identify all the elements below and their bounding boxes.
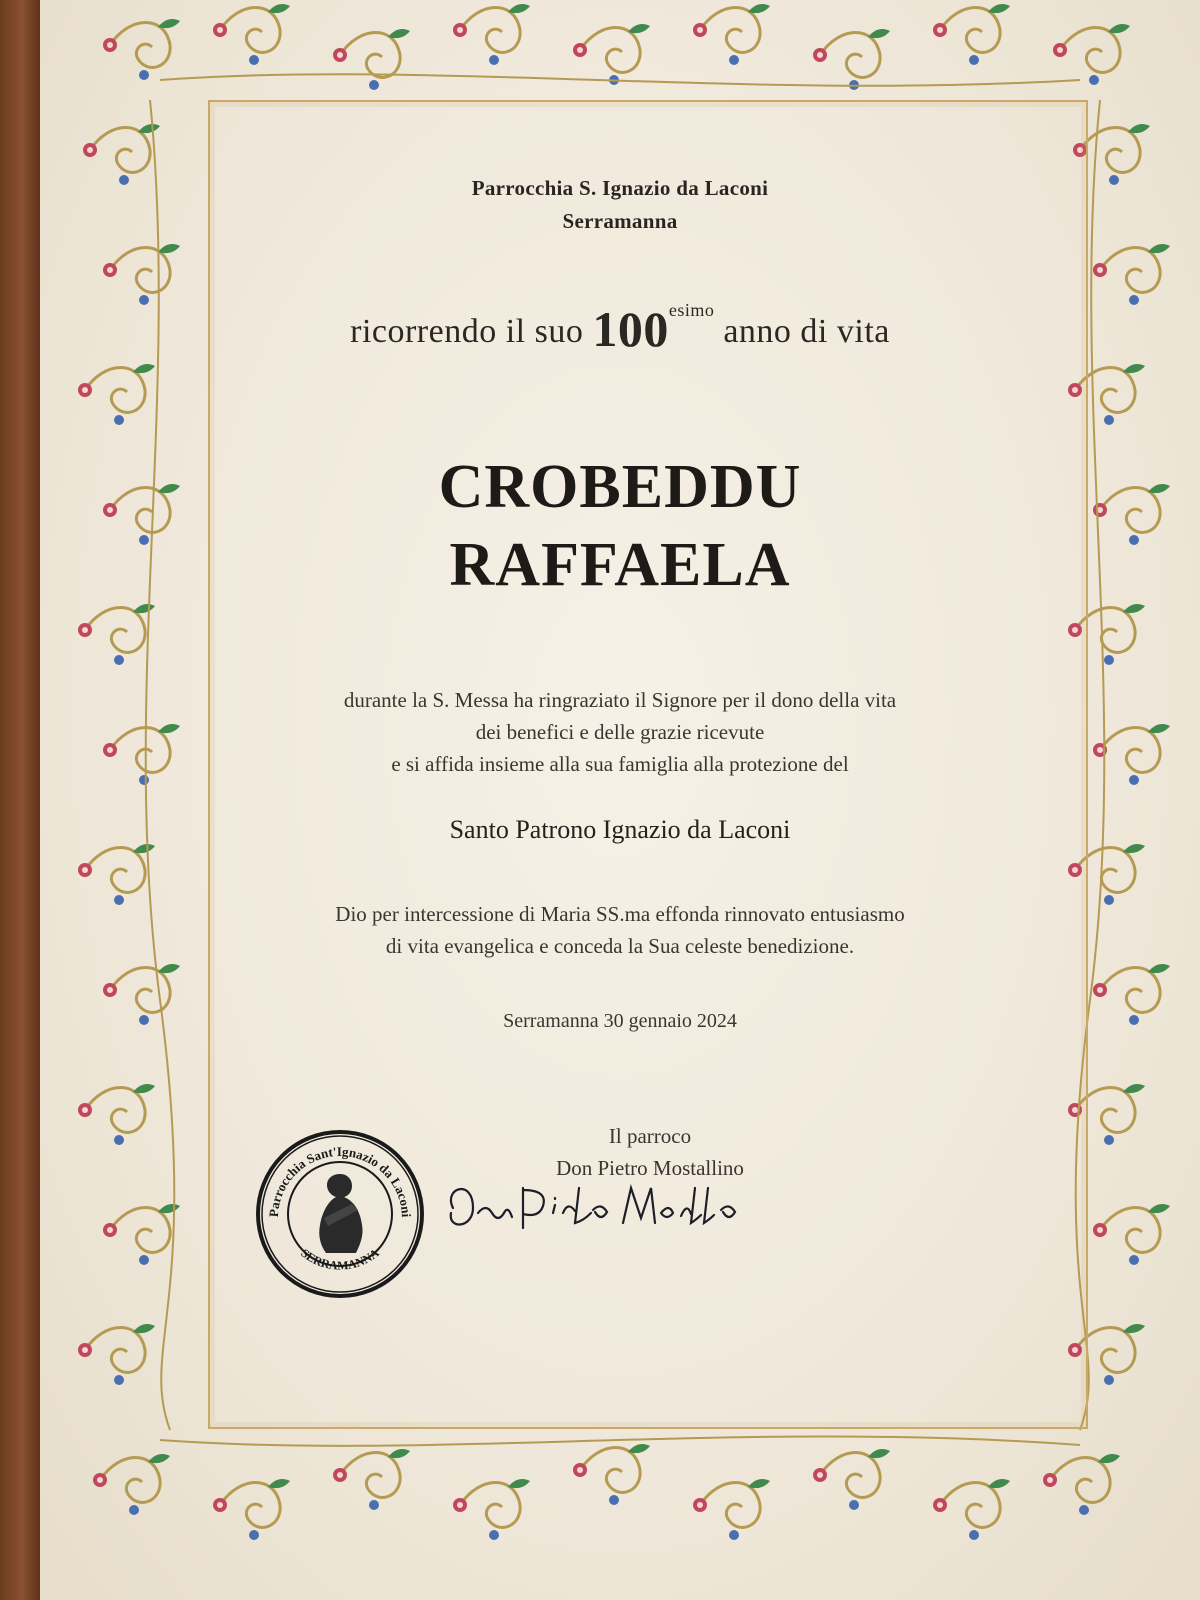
anniversary-postfix: anno di vita <box>723 313 890 350</box>
handwritten-signature <box>433 1168 753 1248</box>
parish-name: Parrocchia S. Ignazio da Laconi <box>471 176 769 200</box>
message-line: durante la S. Messa ha ringraziato il Signore per il dono della vita <box>343 688 897 712</box>
message-line: e si affida insieme alla sua famiglia alla protezione del <box>391 752 849 776</box>
honoree-name <box>40 448 1200 604</box>
blessing-line: di vita evangelica e conceda la Sua celeste benedizione. <box>385 934 855 958</box>
message-line: dei benefici e delle grazie ricevute <box>475 720 765 744</box>
thanksgiving-paragraph <box>40 684 1200 780</box>
anniversary-ordinal-suffix: esimo <box>668 300 715 320</box>
svg-text:SERRAMANNA: SERRAMANNA <box>298 1245 382 1273</box>
parish-seal-stamp <box>254 1128 426 1300</box>
parish-header <box>40 172 1200 238</box>
certificate-paper <box>40 0 1200 1600</box>
blessing-line: Dio per intercessione di Maria SS.ma effonda rinnovato entusiasmo <box>335 902 905 926</box>
top-border-ornament <box>103 4 1130 90</box>
signatory-title: Il parroco <box>608 1124 692 1148</box>
honoree-surname: CROBEDDU <box>438 453 802 521</box>
signatory-name: Don Pietro Mostallino <box>556 1156 744 1180</box>
honoree-given-name: RAFFAELA <box>449 531 791 599</box>
blessing-paragraph <box>40 898 1200 962</box>
place-and-date: Serramanna 30 gennaio 2024 <box>503 1010 737 1032</box>
parish-town: Serramanna <box>562 209 678 233</box>
anniversary-number: 100 <box>592 301 669 357</box>
anniversary-prefix: ricorrendo il suo <box>350 313 584 350</box>
bottom-border-ornament <box>93 1444 1120 1540</box>
patron-saint: Santo Patrono Ignazio da Laconi <box>449 815 791 844</box>
svg-text:Parrocchia Sant'Ignazio da Lac: Parrocchia Sant'Ignazio da Laconi <box>265 1143 415 1218</box>
anniversary-line <box>40 300 1200 358</box>
